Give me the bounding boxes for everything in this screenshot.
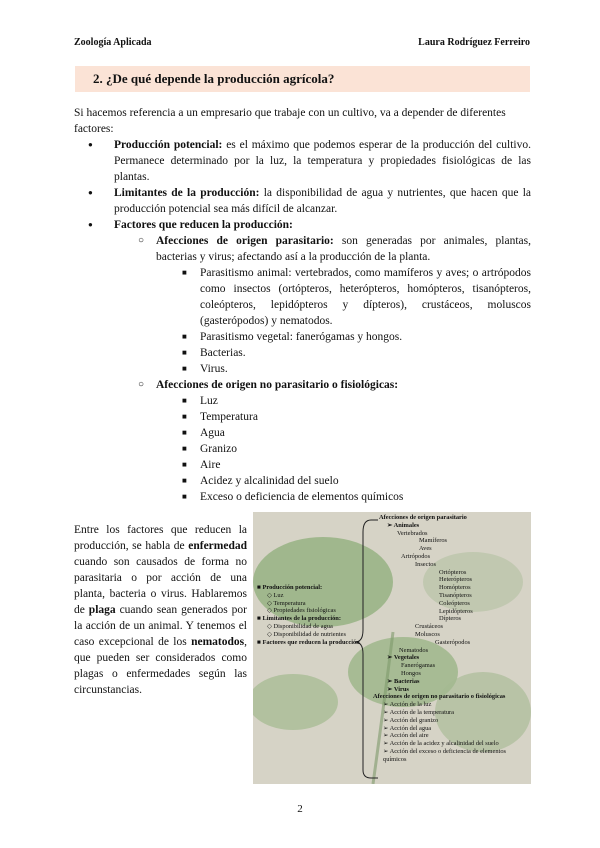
scheme-line: Afecciones de origen parasitario xyxy=(379,514,467,521)
factor-potential xyxy=(74,137,531,185)
factor-reducing xyxy=(74,217,531,505)
reducing-label: Factores que reducen la producción: xyxy=(114,219,293,231)
scheme-line: ➢ Acción de la acidez y alcalinidad del suelo xyxy=(383,740,499,748)
term-plaga: plaga xyxy=(88,604,116,616)
scheme-line: ◇ Temperatura xyxy=(267,599,306,607)
scheme-line: Fanerógamas xyxy=(401,662,436,670)
scheme-line: ➢ Acción de la luz xyxy=(383,701,432,709)
scheme-line: ➢ Acción del aire xyxy=(383,732,429,740)
scheme-line: Heterópteros xyxy=(439,576,473,584)
scheme-line: ■ Limitantes de la producción: xyxy=(257,615,341,623)
list-item: ■ Agua xyxy=(156,425,531,441)
closing-text-2: cuando son causados de forma no parasitaria o por acción de una planta, bacteria o virus. Hablaremos de xyxy=(74,556,247,616)
closing-text-3: cuando sean generados por la acción de un animal. Y tenemos el caso excepcional de los xyxy=(74,604,247,648)
intro-paragraph: Si hacemos referencia a un empresario que trabaje con un cultivo, va a depender de diferentes factores: xyxy=(74,107,506,135)
scheme-line: Gasterópodos xyxy=(435,638,471,646)
list-item: ■ Exceso o deficiencia de elementos químicos xyxy=(156,489,531,505)
scheme-line: Insectos xyxy=(415,560,436,568)
scheme-line: ◇ Luz xyxy=(267,591,284,599)
scheme-line: Aves xyxy=(419,545,432,553)
scheme-line: ➢ Bacterias xyxy=(387,677,420,685)
scheme-line: ■ Factores que reducen la producción xyxy=(257,638,360,646)
nonparasitic-item xyxy=(114,377,531,505)
list-item: ■ Acidez y alcalinidad del suelo xyxy=(156,473,531,489)
scheme-line: ➢ Acción del agua xyxy=(383,724,432,732)
section-title: 2. ¿De qué depende la producción agrícola? xyxy=(75,66,530,92)
header-course: Zoología Aplicada xyxy=(74,37,152,48)
nonparasitic-list xyxy=(156,393,531,505)
parasitic-item xyxy=(114,233,531,377)
reducing-sublist xyxy=(114,233,531,505)
factor-list xyxy=(74,137,531,505)
scheme-line: Lepidópteros xyxy=(439,607,473,615)
scheme-line: ◇ Propiedades fisiológicas xyxy=(267,607,336,615)
scheme-line: Nematodos xyxy=(399,646,429,654)
scheme-figure xyxy=(253,512,531,784)
scheme-line: ➢ Acción de la temperatura xyxy=(383,708,455,716)
potential-label: Producción potencial: xyxy=(114,139,223,151)
list-item: ■ Parasitismo animal: vertebrados, como mamíferos y aves; o artrópodos como insectos (ortópteros, heterópteros, homópteros, tisanópteros, coleópteros, lepidópteros y dípteros), crustáceos, moluscos (gasterópodos) y nematodos. xyxy=(156,265,531,329)
list-item: ■ Aire xyxy=(156,457,531,473)
scheme-left xyxy=(257,584,360,646)
scheme-line: Dípteros xyxy=(439,615,462,623)
scheme-line: Ortópteros xyxy=(439,568,467,576)
limiting-label: Limitantes de la producción: xyxy=(114,187,260,199)
scheme-line: ➢ Virus xyxy=(387,685,409,693)
scheme-line: Afecciones de origen no parasitario o fisiológicas xyxy=(373,693,506,701)
scheme-line: Homópteros xyxy=(439,584,471,592)
scheme-line: Coleópteros xyxy=(439,599,470,607)
parasitic-list xyxy=(156,265,531,377)
scheme-line: ◇ Disponibilidad de nutrientes xyxy=(267,630,346,638)
parasitic-text: son generadas por animales, plantas, bacterias y virus; afectando así a la producción de la planta. xyxy=(156,235,532,263)
term-enfermedad: enfermedad xyxy=(188,540,247,552)
scheme-line: Vertebrados xyxy=(397,529,428,537)
scheme-line: Artrópodos xyxy=(401,552,431,560)
scheme-line: Tisanópteros xyxy=(439,591,472,599)
nonparasitic-label: Afecciones de origen no parasitario o fisiológicas: xyxy=(156,379,399,391)
list-item: ■ Parasitismo vegetal: fanerógamas y hongos. xyxy=(156,329,531,345)
term-nematodos: nematodos xyxy=(191,636,245,648)
potential-text: es el máximo que podemos esperar de la producción del cultivo. Permanece determinado por la luz, la temperatura y propiedades fisiológicas de las plantas. xyxy=(114,139,532,183)
scheme-line: ➢ Vegetales xyxy=(387,654,420,662)
list-item: ■ Bacterias. xyxy=(156,345,531,361)
scheme-line: ➢ Acción del exceso o deficiencia de elementos químicos xyxy=(383,747,506,763)
scheme-line: Moluscos xyxy=(415,630,440,638)
list-item: ■ Temperatura xyxy=(156,409,531,425)
list-item: ■ Luz xyxy=(156,393,531,409)
scheme-right xyxy=(373,514,531,764)
scheme-line: Mamíferos xyxy=(419,537,448,545)
limiting-text: la disponibilidad de agua y nutrientes, que hacen que la producción potencial sea más difícil de alcanzar. xyxy=(114,187,532,215)
scheme-line: Crustáceos xyxy=(415,623,444,631)
scheme-line: ◇ Disponibilidad de agua xyxy=(267,622,333,630)
header-author: Laura Rodríguez Ferreiro xyxy=(418,37,530,48)
scheme-line: Hongos xyxy=(401,669,421,677)
scheme-line: ➢ Acción del granizo xyxy=(383,716,439,724)
closing-text-1: Entre los factores que reducen la producción, se habla de xyxy=(74,524,247,552)
closing-paragraph xyxy=(74,522,247,698)
parasitic-label: Afecciones de origen parasitario: xyxy=(156,235,334,247)
scheme-line: ➢ Animales xyxy=(387,521,420,529)
list-item: ■ Granizo xyxy=(156,441,531,457)
factor-limiting xyxy=(74,185,531,217)
intro-section xyxy=(74,105,531,505)
scheme-line: ■ Producción potencial: xyxy=(257,584,323,591)
page-number: 2 xyxy=(297,803,303,815)
list-item: ■ Virus. xyxy=(156,361,531,377)
closing-text-4: , que pueden ser considerados como plagas o enfermedades según las circunstancias. xyxy=(74,636,247,696)
